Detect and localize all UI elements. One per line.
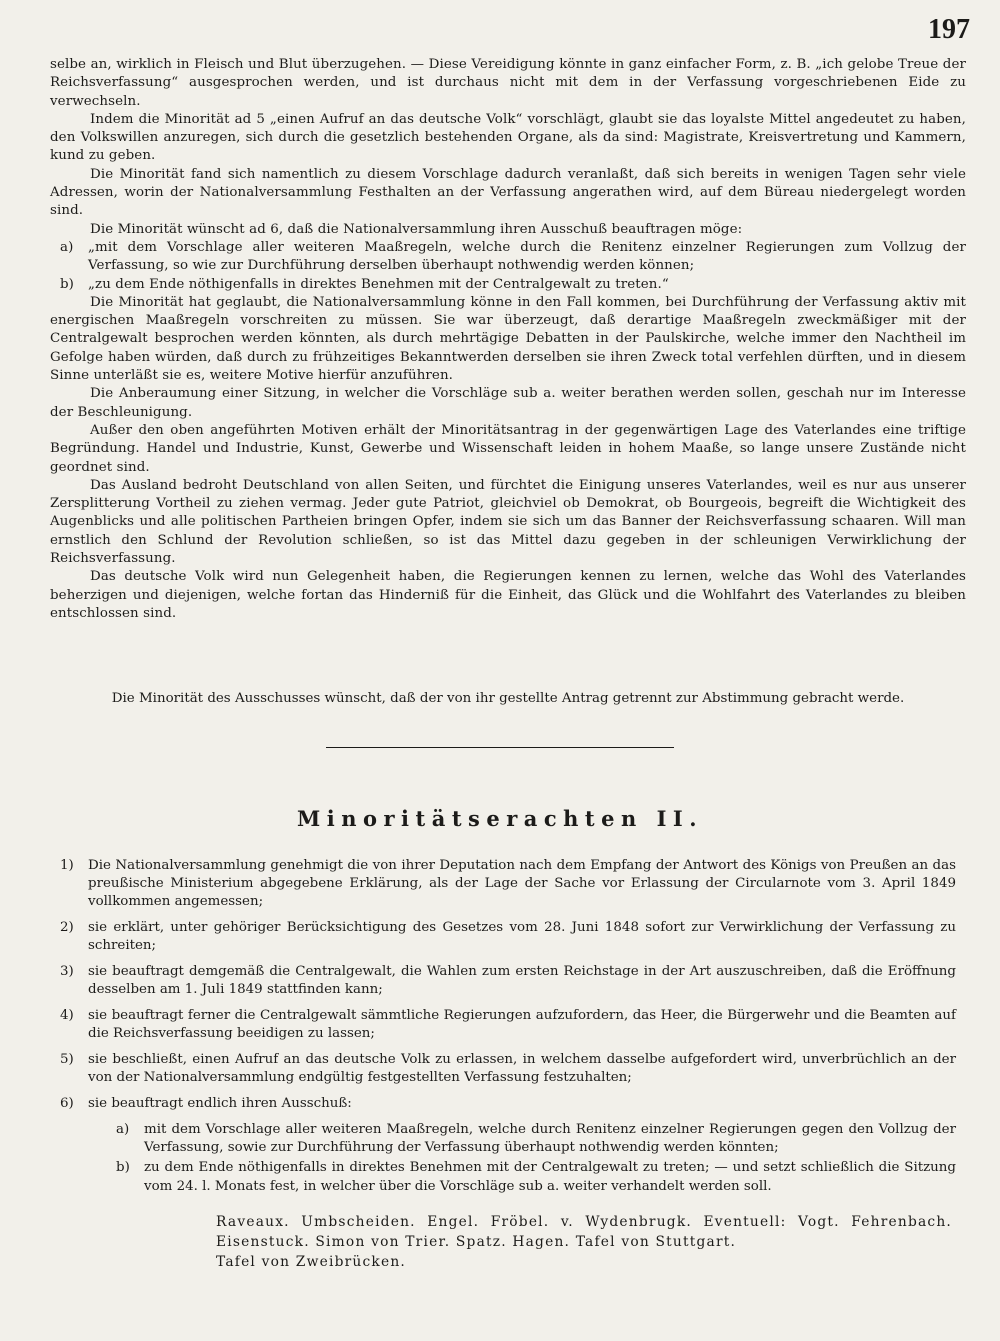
sub-item-text: zu dem Ende nöthigenfalls in direktes Benehmen mit der Centralgewalt zu treten; — und setzt schließlich die Sitzung vom 24. l. Monats fest, in welcher über die Vorschläge sub a. weiter verhandelt werden soll.	[144, 1160, 956, 1194]
sub-list-item	[116, 1121, 956, 1157]
list-item	[60, 963, 956, 999]
page-number: 197	[928, 14, 970, 45]
paragraph: Die Anberaumung einer Sitzung, in welcher die Vorschläge sub a. weiter berathen werden sollen, geschah nur im Interesse der Beschleunigung.	[50, 386, 966, 420]
item-number: 4)	[60, 1008, 74, 1024]
list-item	[60, 1095, 956, 1113]
signatories: Raveaux. Umbscheiden. Engel. Fröbel. v. Wydenbrugk. Eventuell: Vogt. Fehrenbach. Eisenstuck. Simon von Trier. Spatz. Hagen. Tafel von Stuttgart.	[216, 1214, 952, 1250]
section-heading: Minoritätserachten II.	[296, 806, 704, 831]
list-item	[60, 857, 956, 912]
sub-item-marker: b)	[116, 1160, 130, 1176]
paragraph: Die Minorität hat geglaubt, die Nationalversammlung könne in den Fall kommen, bei Durchführung der Verfassung aktiv mit energischen Maaßregeln vorschreiten zu müssen. Sie war überzeugt, daß derartige Maaßregeln zweckmäßiger mit der Centralgewalt besprochen werden könnten, als durch mehrtägige Debatten in der Paulskirche, welche immer den Nachtheil im Gefolge haben würden, daß durch zu frühzeitiges Bekanntwerden derselben sie ihren Zweck total verfehlen dürften, und in diesem Sinne unterläßt sie es, weitere Motive hierfür anzuführen.	[50, 294, 966, 384]
explanation-text	[50, 56, 966, 623]
item-text: sie beschließt, einen Aufruf an das deutsche Volk zu erlassen, in welchem dasselbe aufgefordert wird, unverbrüchlich an der von der Nationalversammlung endgültig festgestellten Verfassung festzuhalten;	[88, 1052, 956, 1086]
list-item	[50, 276, 966, 294]
paragraph: Das Ausland bedroht Deutschland von allen Seiten, und fürchtet die Einigung unseres Vaterlandes, weil es nur aus unserer Zersplitterung Vortheil zu ziehen vermag. Jeder gute Patriot, gleichviel ob Demokrat, ob Bourgeois, begreift die Wichtigkeit des Augenblicks und alle politischen Partheien bringen Opfer, indem sie sich um das Banner der Reichsverfassung schaaren. Will man ernstlich den Schlund der Revolution schließen, so ist das Mittel dazu gegeben in der schleunigen Verwirklichung der Reichsverfassung.	[50, 477, 966, 567]
list-text: „mit dem Vorschlage aller weiteren Maaßregeln, welche durch die Renitenz einzelner Regierungen zum Vollzug der Verfassung, so wie zur Durchführung derselben überhaupt nothwendig werden können;	[88, 239, 966, 274]
item-number: 3)	[60, 964, 74, 980]
item-number: 2)	[60, 920, 74, 936]
list-item	[60, 1007, 956, 1043]
item-number: 1)	[60, 858, 74, 873]
paragraph: Das deutsche Volk wird nun Gelegenheit haben, die Regierungen kennen zu lernen, welche das Wohl des Vaterlandes beherzigen und diejenigen, welche fortan das Hinderniß für die Einheit, das Glück und die Wohlfahrt des Vaterlandes zu bleiben entschlossen sind.	[50, 569, 966, 621]
list-item	[60, 1051, 956, 1087]
item-text: Die Nationalversammlung genehmigt die von ihrer Deputation nach dem Empfang der Antwort des Königs von Preußen an das preußische Ministerium abgegebene Erklärung, als der Lage der Sache vor Erlassung der Circularnote vom 3. April 1849 vollkommen angemessen;	[88, 858, 956, 910]
list-item	[60, 919, 956, 955]
section-divider	[326, 747, 674, 748]
item-number: 5)	[60, 1052, 74, 1068]
closing-sentence: Die Minorität des Ausschusses wünscht, daß der von ihr gestellte Antrag getrennt zur Abstimmung gebracht werde.	[111, 691, 905, 706]
paragraph: Indem die Minorität ad 5 „einen Aufruf an das deutsche Volk“ vorschlägt, glaubt sie das loyalste Mittel angedeutet zu haben, den Volkswillen anzuregen, sich durch die gesetzlich bestehenden Organe, als da sind: Magistrate, Kreisvertretung und Kammern, kund zu geben.	[50, 111, 966, 164]
item-number: 6)	[60, 1096, 74, 1112]
numbered-list	[60, 857, 956, 1198]
paragraph: Außer den oben angeführten Motiven erhält der Minoritätsantrag in der gegenwärtigen Lage des Vaterlandes eine triftige Begründung. Handel und Industrie, Kunst, Gewerbe und Wissenschaft leiden in hohem Maaße, so lange unsere Zustände nicht geordnet sind.	[50, 422, 966, 475]
signatories-last-line: Tafel von Zweibrücken.	[216, 1254, 407, 1270]
sub-item-marker: a)	[116, 1122, 130, 1137]
list-item	[50, 239, 966, 276]
sub-list-item	[116, 1159, 956, 1195]
list-marker: b)	[60, 276, 74, 292]
item-text: sie erklärt, unter gehöriger Berücksichtigung des Gesetzes vom 28. Juni 1848 sofort zur Verwirklichung der Verfassung zu schreiten;	[88, 920, 956, 954]
list-text: „zu dem Ende nöthigenfalls in direktes Benehmen mit der Centralgewalt zu treten.“	[88, 276, 669, 292]
paragraph: selbe an, wirklich in Fleisch und Blut überzugehen. — Diese Vereidigung könnte in ganz einfacher Form, z. B. „ich gelobe Treue der Reichsverfassung“ ausgesprochen werden, und ist durchaus nicht mit dem in der Verfassung vorgeschriebenen Eide zu verwechseln.	[50, 57, 966, 109]
list-marker: a)	[60, 239, 74, 255]
paragraph: Die Minorität fand sich namentlich zu diesem Vorschlage dadurch veranlaßt, daß sich bereits in wenigen Tagen sehr viele Adressen, worin der Nationalversammlung Festhalten an der Verfassung angerathen wird, auf dem Büreau niedergelegt worden sind.	[50, 166, 966, 219]
sub-item-text: mit dem Vorschlage aller weiteren Maaßregeln, welche durch Renitenz einzelner Regierungen gegen den Vollzug der Verfassung, sowie zur Durchführung der Verfassung überhaupt nothwendig werden könnten;	[144, 1122, 956, 1156]
item-text: sie beauftragt endlich ihren Ausschuß:	[88, 1096, 352, 1112]
paragraph: Die Minorität wünscht ad 6, daß die Nationalversammlung ihren Ausschuß beauftragen möge:	[90, 221, 743, 237]
item-text: sie beauftragt ferner die Centralgewalt sämmtliche Regierungen aufzufordern, das Heer, die Bürgerwehr und die Beamten auf die Reichsverfassung beeidigen zu lassen;	[88, 1008, 956, 1042]
item-text: sie beauftragt demgemäß die Centralgewalt, die Wahlen zum ersten Reichstage in der Art auszuschreiben, daß die Eröffnung desselben am 1. Juli 1849 stattfinden kann;	[88, 964, 956, 998]
